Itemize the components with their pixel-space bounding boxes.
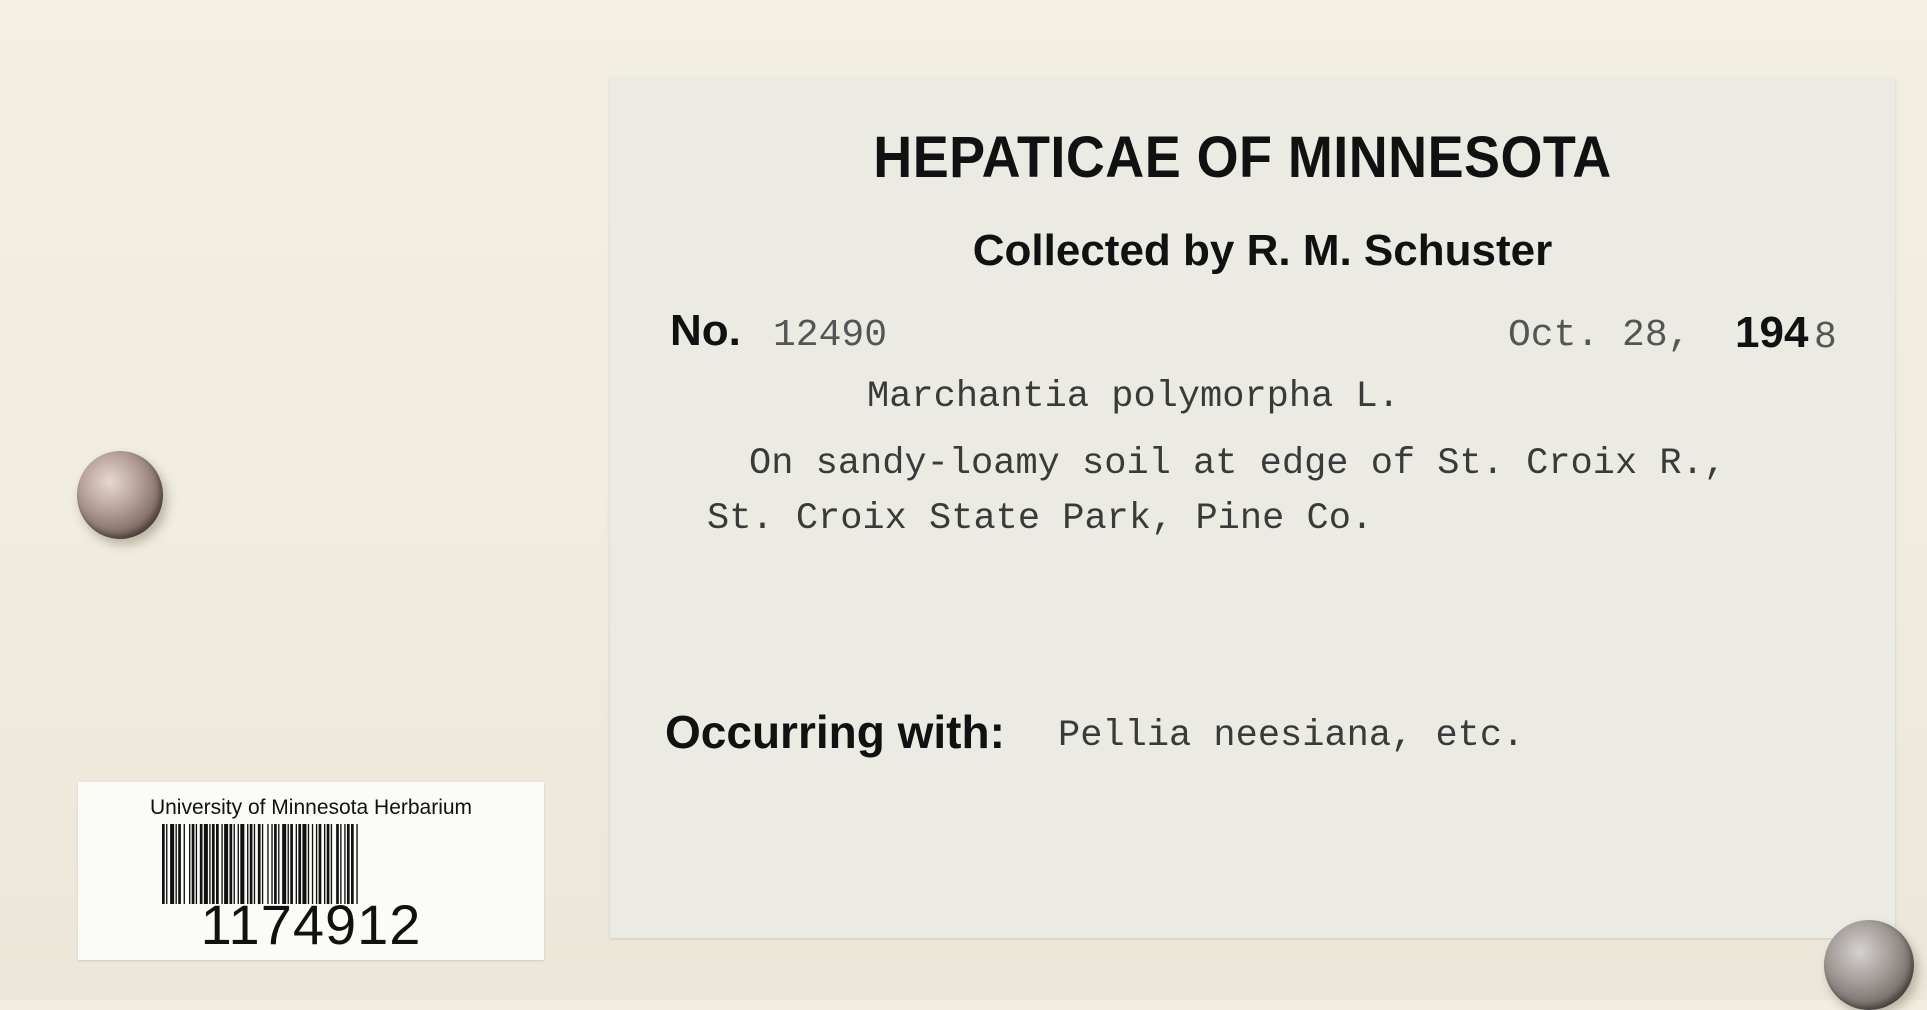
label-title: HEPATICAE OF MINNESOTA [873, 125, 1612, 190]
year-typed-digit: 8 [1814, 316, 1837, 359]
collection-date: Oct. 28, [1508, 314, 1691, 357]
mounting-pin [77, 451, 163, 539]
collector-line: Collected by R. M. Schuster [972, 226, 1553, 275]
locality-line-2: St. Croix State Park, Pine Co. [707, 498, 1374, 540]
number-label: No. [670, 306, 741, 355]
herbarium-name: University of Minnesota Herbarium [149, 796, 473, 819]
occurring-with-label: Occurring with: [665, 706, 1005, 758]
barcode-number: 1174912 [200, 893, 422, 956]
occurring-with-value: Pellia neesiana, etc. [1058, 715, 1525, 757]
year-printed-prefix: 194 [1735, 308, 1809, 357]
specimen-label [610, 78, 1895, 938]
barcode-label [78, 782, 544, 960]
locality-line-1: On sandy-loamy soil at edge of St. Croix R., [749, 443, 1726, 485]
collection-number: 12490 [773, 314, 888, 357]
taxon-name: Marchantia polymorpha L. [867, 376, 1400, 418]
mounting-pin [1824, 920, 1914, 1010]
